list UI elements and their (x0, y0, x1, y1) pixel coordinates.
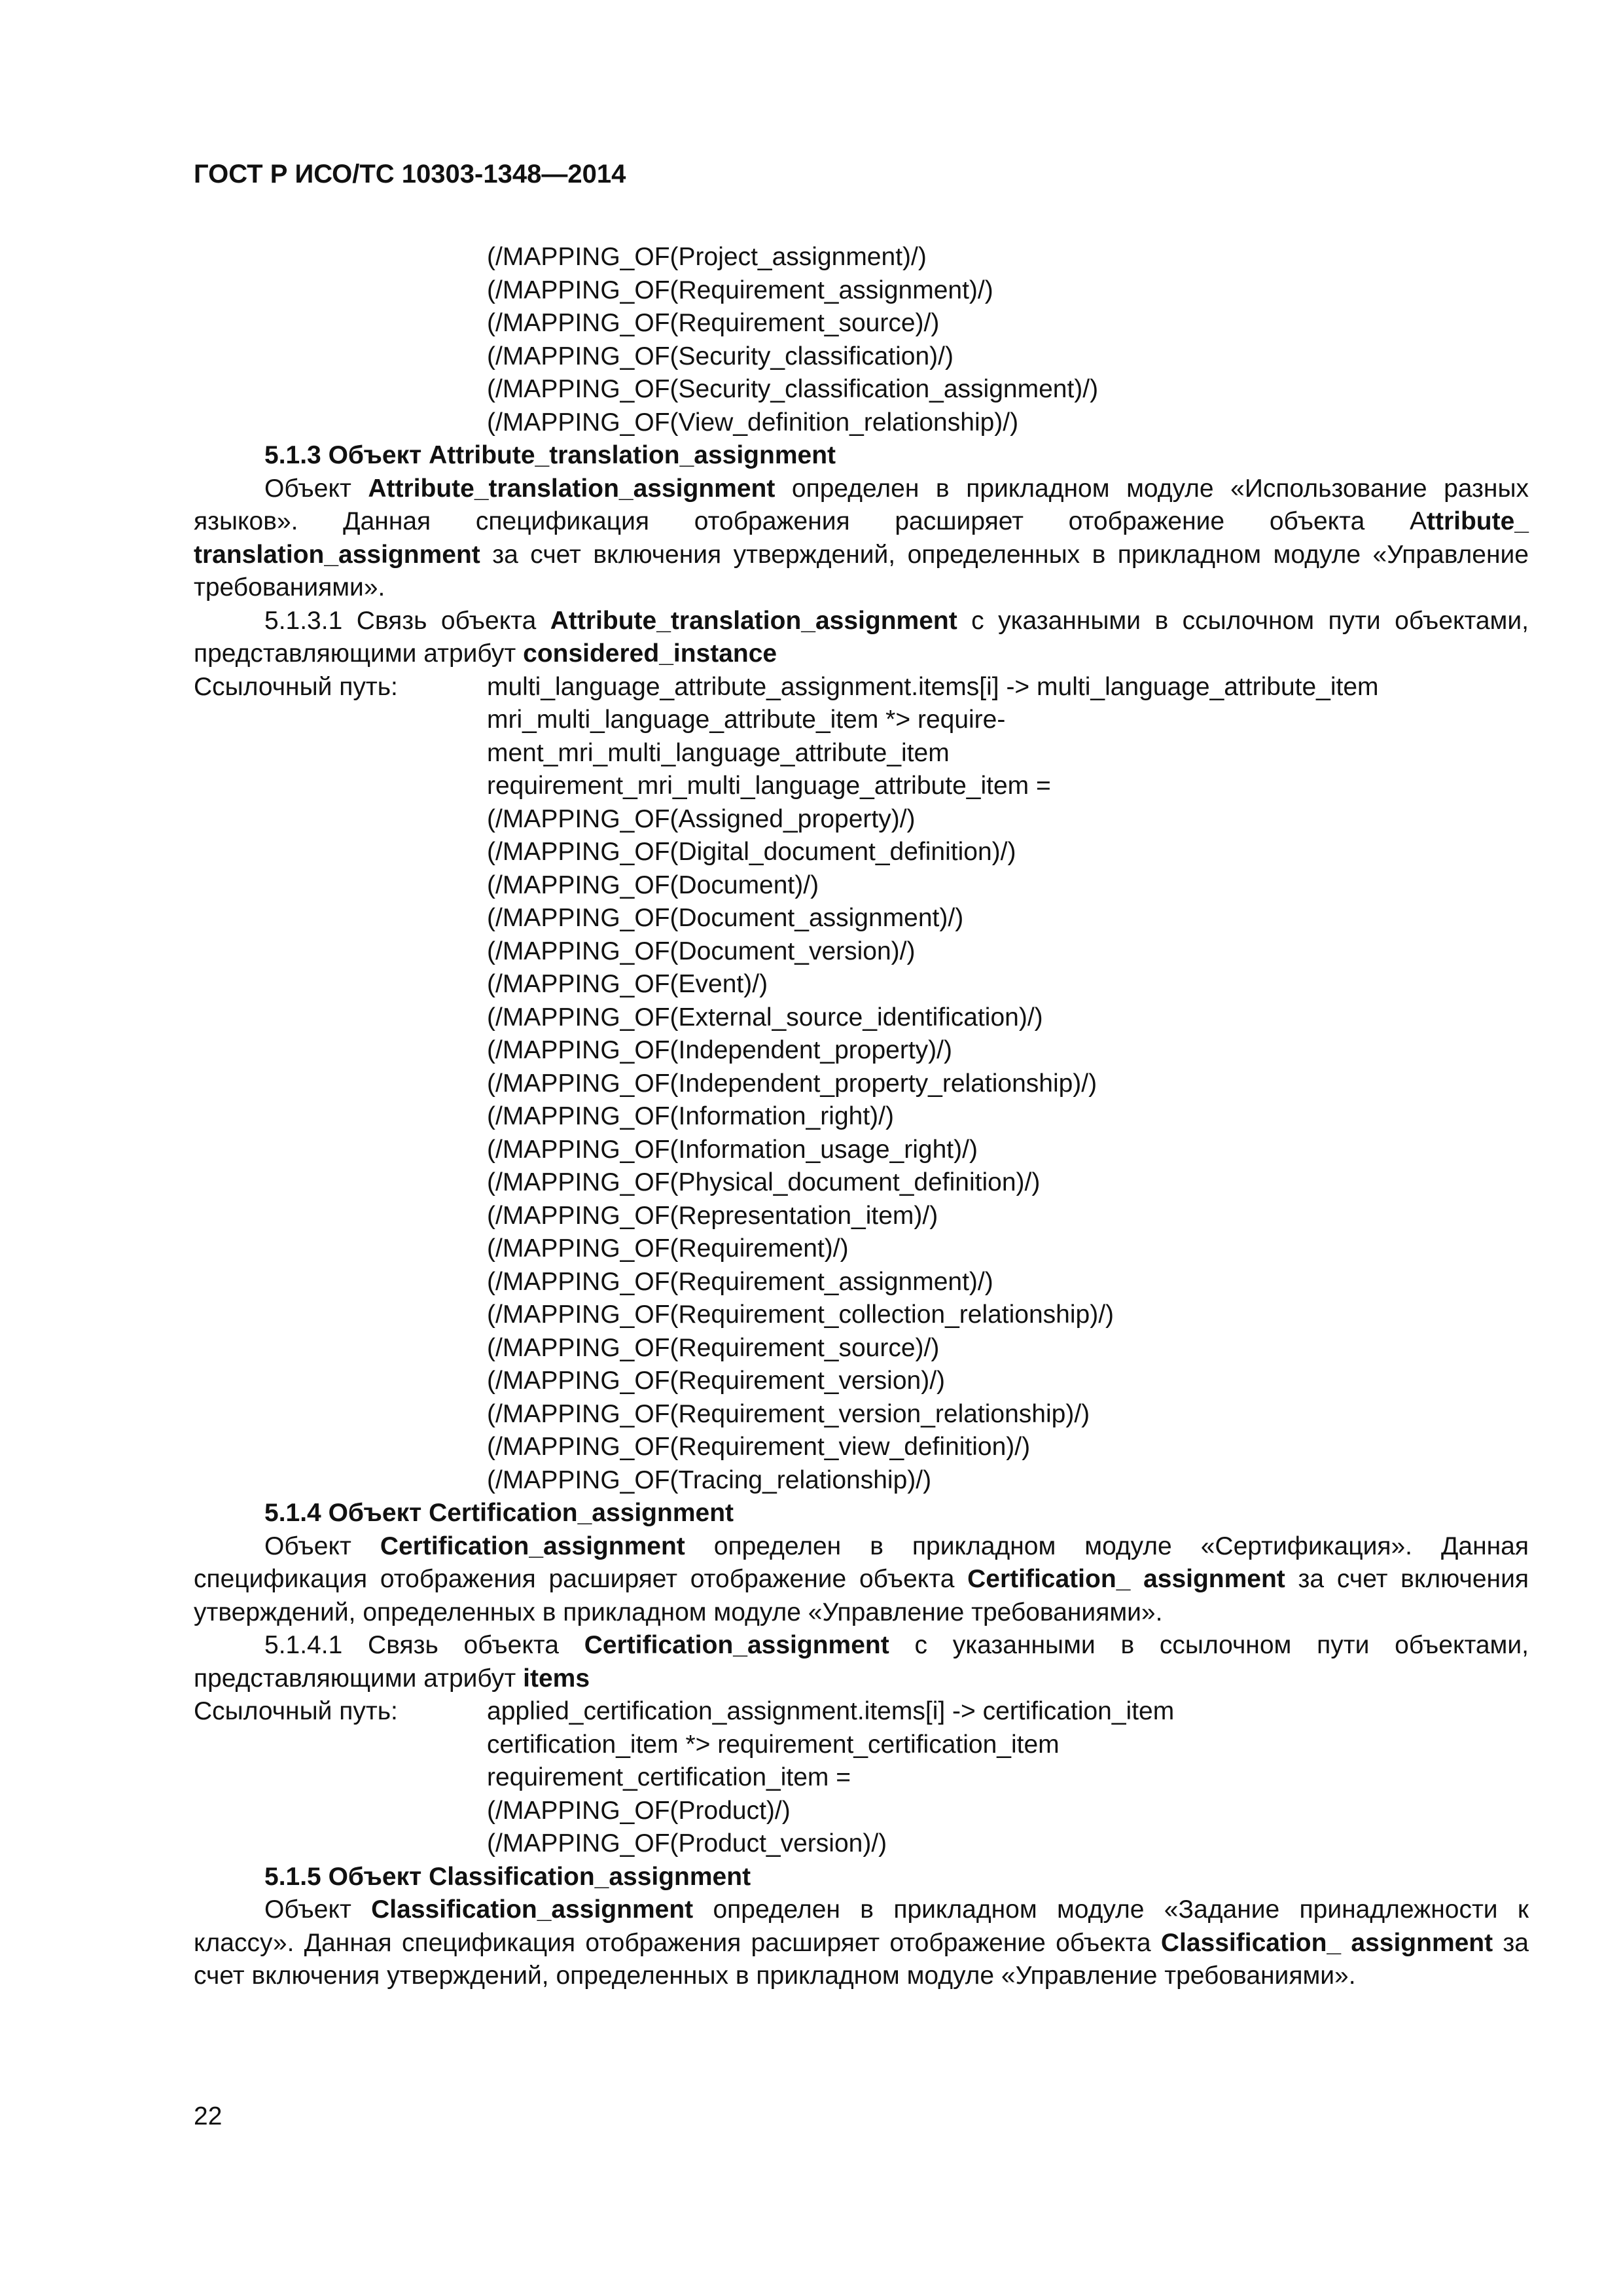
path-line: (/MAPPING_OF(Requirement_assignment)/) (487, 1267, 993, 1296)
reference-path-lines (487, 1695, 1529, 1861)
mapping-line: (/MAPPING_OF(Security_classification)/) (487, 342, 954, 370)
text-run: 5.1.4.1 Связь объекта (264, 1631, 584, 1659)
path-line: (/MAPPING_OF(Information_usage_right)/) (487, 1135, 978, 1164)
path-line: requirement_mri_multi_language_attribute_item = (487, 772, 1051, 800)
mapping-line: (/MAPPING_OF(Project_assignment)/) (487, 243, 927, 271)
path-line: certification_item *> requirement_certification_item (487, 1730, 1060, 1759)
path-line: (/MAPPING_OF(Product_version)/) (487, 1829, 887, 1857)
entity-name: Certification_ assignment (967, 1565, 1285, 1593)
path-line: (/MAPPING_OF(Document_version)/) (487, 937, 916, 965)
mapping-line: (/MAPPING_OF(Security_classification_assignment)/) (487, 375, 1099, 403)
path-line: (/MAPPING_OF(Representation_item)/) (487, 1201, 938, 1230)
path-line: (/MAPPING_OF(Requirement_version)/) (487, 1367, 946, 1395)
entity-name: Attribute_translation_assignment (550, 606, 957, 635)
document-header: ГОСТ Р ИСО/ТС 10303-1348—2014 (194, 160, 626, 188)
subsection-paragraph-5-1-4-1 (194, 1629, 1529, 1695)
reference-path-5-1-3-1 (194, 671, 1529, 1498)
path-line: (/MAPPING_OF(Independent_property)/) (487, 1036, 952, 1064)
text-run: за счет включения утверждений, определенных в прикладном модуле «Управление требованиями». (194, 1928, 1529, 1990)
path-line: multi_language_attribute_assignment.items[i] -> multi_language_attribute_item (487, 672, 1379, 701)
path-line: (/MAPPING_OF(Document_assignment)/) (487, 904, 964, 932)
text-run: определен в прикладном модуле «Использование разных языков». Данная спецификация отображения расширяет отображение объекта A (194, 474, 1529, 535)
attribute-name: items (523, 1664, 590, 1693)
entity-name: Certification_assignment (584, 1631, 889, 1659)
path-line: applied_certification_assignment.items[i] -> certification_item (487, 1697, 1175, 1725)
attribute-name: considered_instance (523, 639, 777, 668)
text-run: определен в прикладном модуле «Сертификация». Данная спецификация отображения расширяет отображение объекта (194, 1532, 1529, 1593)
path-line: (/MAPPING_OF(Physical_document_definition)/) (487, 1168, 1041, 1196)
path-line: ment_mri_multi_language_attribute_item (487, 738, 950, 767)
path-line: (/MAPPING_OF(Requirement_view_definition)/) (487, 1433, 1031, 1461)
reference-path-label: Ссылочный путь: (194, 1697, 398, 1725)
page-number: 22 (194, 2102, 223, 2130)
path-line: (/MAPPING_OF(Document)/) (487, 870, 819, 899)
reference-path-lines (487, 671, 1529, 1498)
path-line: (/MAPPING_OF(Requirement_source)/) (487, 1333, 940, 1362)
mapping-line: (/MAPPING_OF(Requirement_assignment)/) (487, 276, 993, 304)
reference-path-5-1-4-1 (194, 1695, 1529, 1861)
path-line: (/MAPPING_OF(Information_right)/) (487, 1102, 894, 1130)
reference-path-label: Ссылочный путь: (194, 672, 398, 701)
entity-name: Classification_assignment (371, 1895, 694, 1924)
text-run: с указанными в ссылочном пути объектами, представляющими атрибут (194, 606, 1529, 668)
path-line: (/MAPPING_OF(Digital_document_definition)/) (487, 838, 1016, 866)
entity-name: Certification_assignment (380, 1532, 685, 1560)
text-run: за счет включения утверждений, определенных в прикладном модуле «Управление требованиями». (194, 540, 1529, 601)
text-run: Объект (264, 1895, 372, 1924)
path-line: (/MAPPING_OF(Product)/) (487, 1796, 791, 1825)
page-content (194, 241, 1529, 1993)
path-line: (/MAPPING_OF(Requirement_collection_relationship)/) (487, 1300, 1115, 1329)
path-line: (/MAPPING_OF(Independent_property_relationship)/) (487, 1069, 1097, 1098)
section-heading-5-1-5: 5.1.5 Объект Classification_assignment (264, 1862, 751, 1891)
text-run: 5.1.3.1 Связь объекта (264, 606, 550, 635)
path-line: (/MAPPING_OF(Event)/) (487, 970, 768, 998)
path-line: (/MAPPING_OF(Requirement)/) (487, 1234, 849, 1263)
path-line: (/MAPPING_OF(External_source_identification)/) (487, 1003, 1043, 1031)
subsection-paragraph-5-1-3-1 (194, 605, 1529, 671)
mapping-line: (/MAPPING_OF(View_definition_relationship)/) (487, 408, 1019, 437)
path-line: requirement_certification_item = (487, 1763, 851, 1791)
section-heading-5-1-3: 5.1.3 Объект Attribute_translation_assignment (264, 441, 836, 469)
text-run: за счет включения утверждений, определенных в прикладном модуле «Управление требованиями». (194, 1565, 1529, 1626)
text-run: с указанными в ссылочном пути объектами, представляющими атрибут (194, 1631, 1529, 1693)
path-line: (/MAPPING_OF(Tracing_relationship)/) (487, 1465, 932, 1494)
top-mapping-list (194, 241, 1529, 439)
entity-name: Classification_ assignment (1160, 1928, 1493, 1957)
mapping-line: (/MAPPING_OF(Requirement_source)/) (487, 309, 940, 337)
entity-name: ttribute_ translation_assignment (194, 507, 1529, 569)
entity-name: Attribute_translation_assignment (368, 474, 776, 503)
section-paragraph-5-1-5 (194, 1893, 1529, 1993)
text-run: Объект (264, 474, 368, 503)
section-heading-5-1-4: 5.1.4 Объект Certification_assignment (264, 1499, 734, 1527)
path-line: (/MAPPING_OF(Requirement_version_relationship)/) (487, 1399, 1090, 1428)
path-line: (/MAPPING_OF(Assigned_property)/) (487, 804, 916, 833)
text-run: определен в прикладном модуле «Задание принадлежности к классу». Данная спецификация отображения расширяет отображение объекта (194, 1895, 1529, 1957)
section-paragraph-5-1-3 (194, 473, 1529, 605)
text-run: Объект (264, 1532, 380, 1560)
section-paragraph-5-1-4 (194, 1530, 1529, 1630)
path-line: mri_multi_language_attribute_item *> require- (487, 706, 1006, 734)
